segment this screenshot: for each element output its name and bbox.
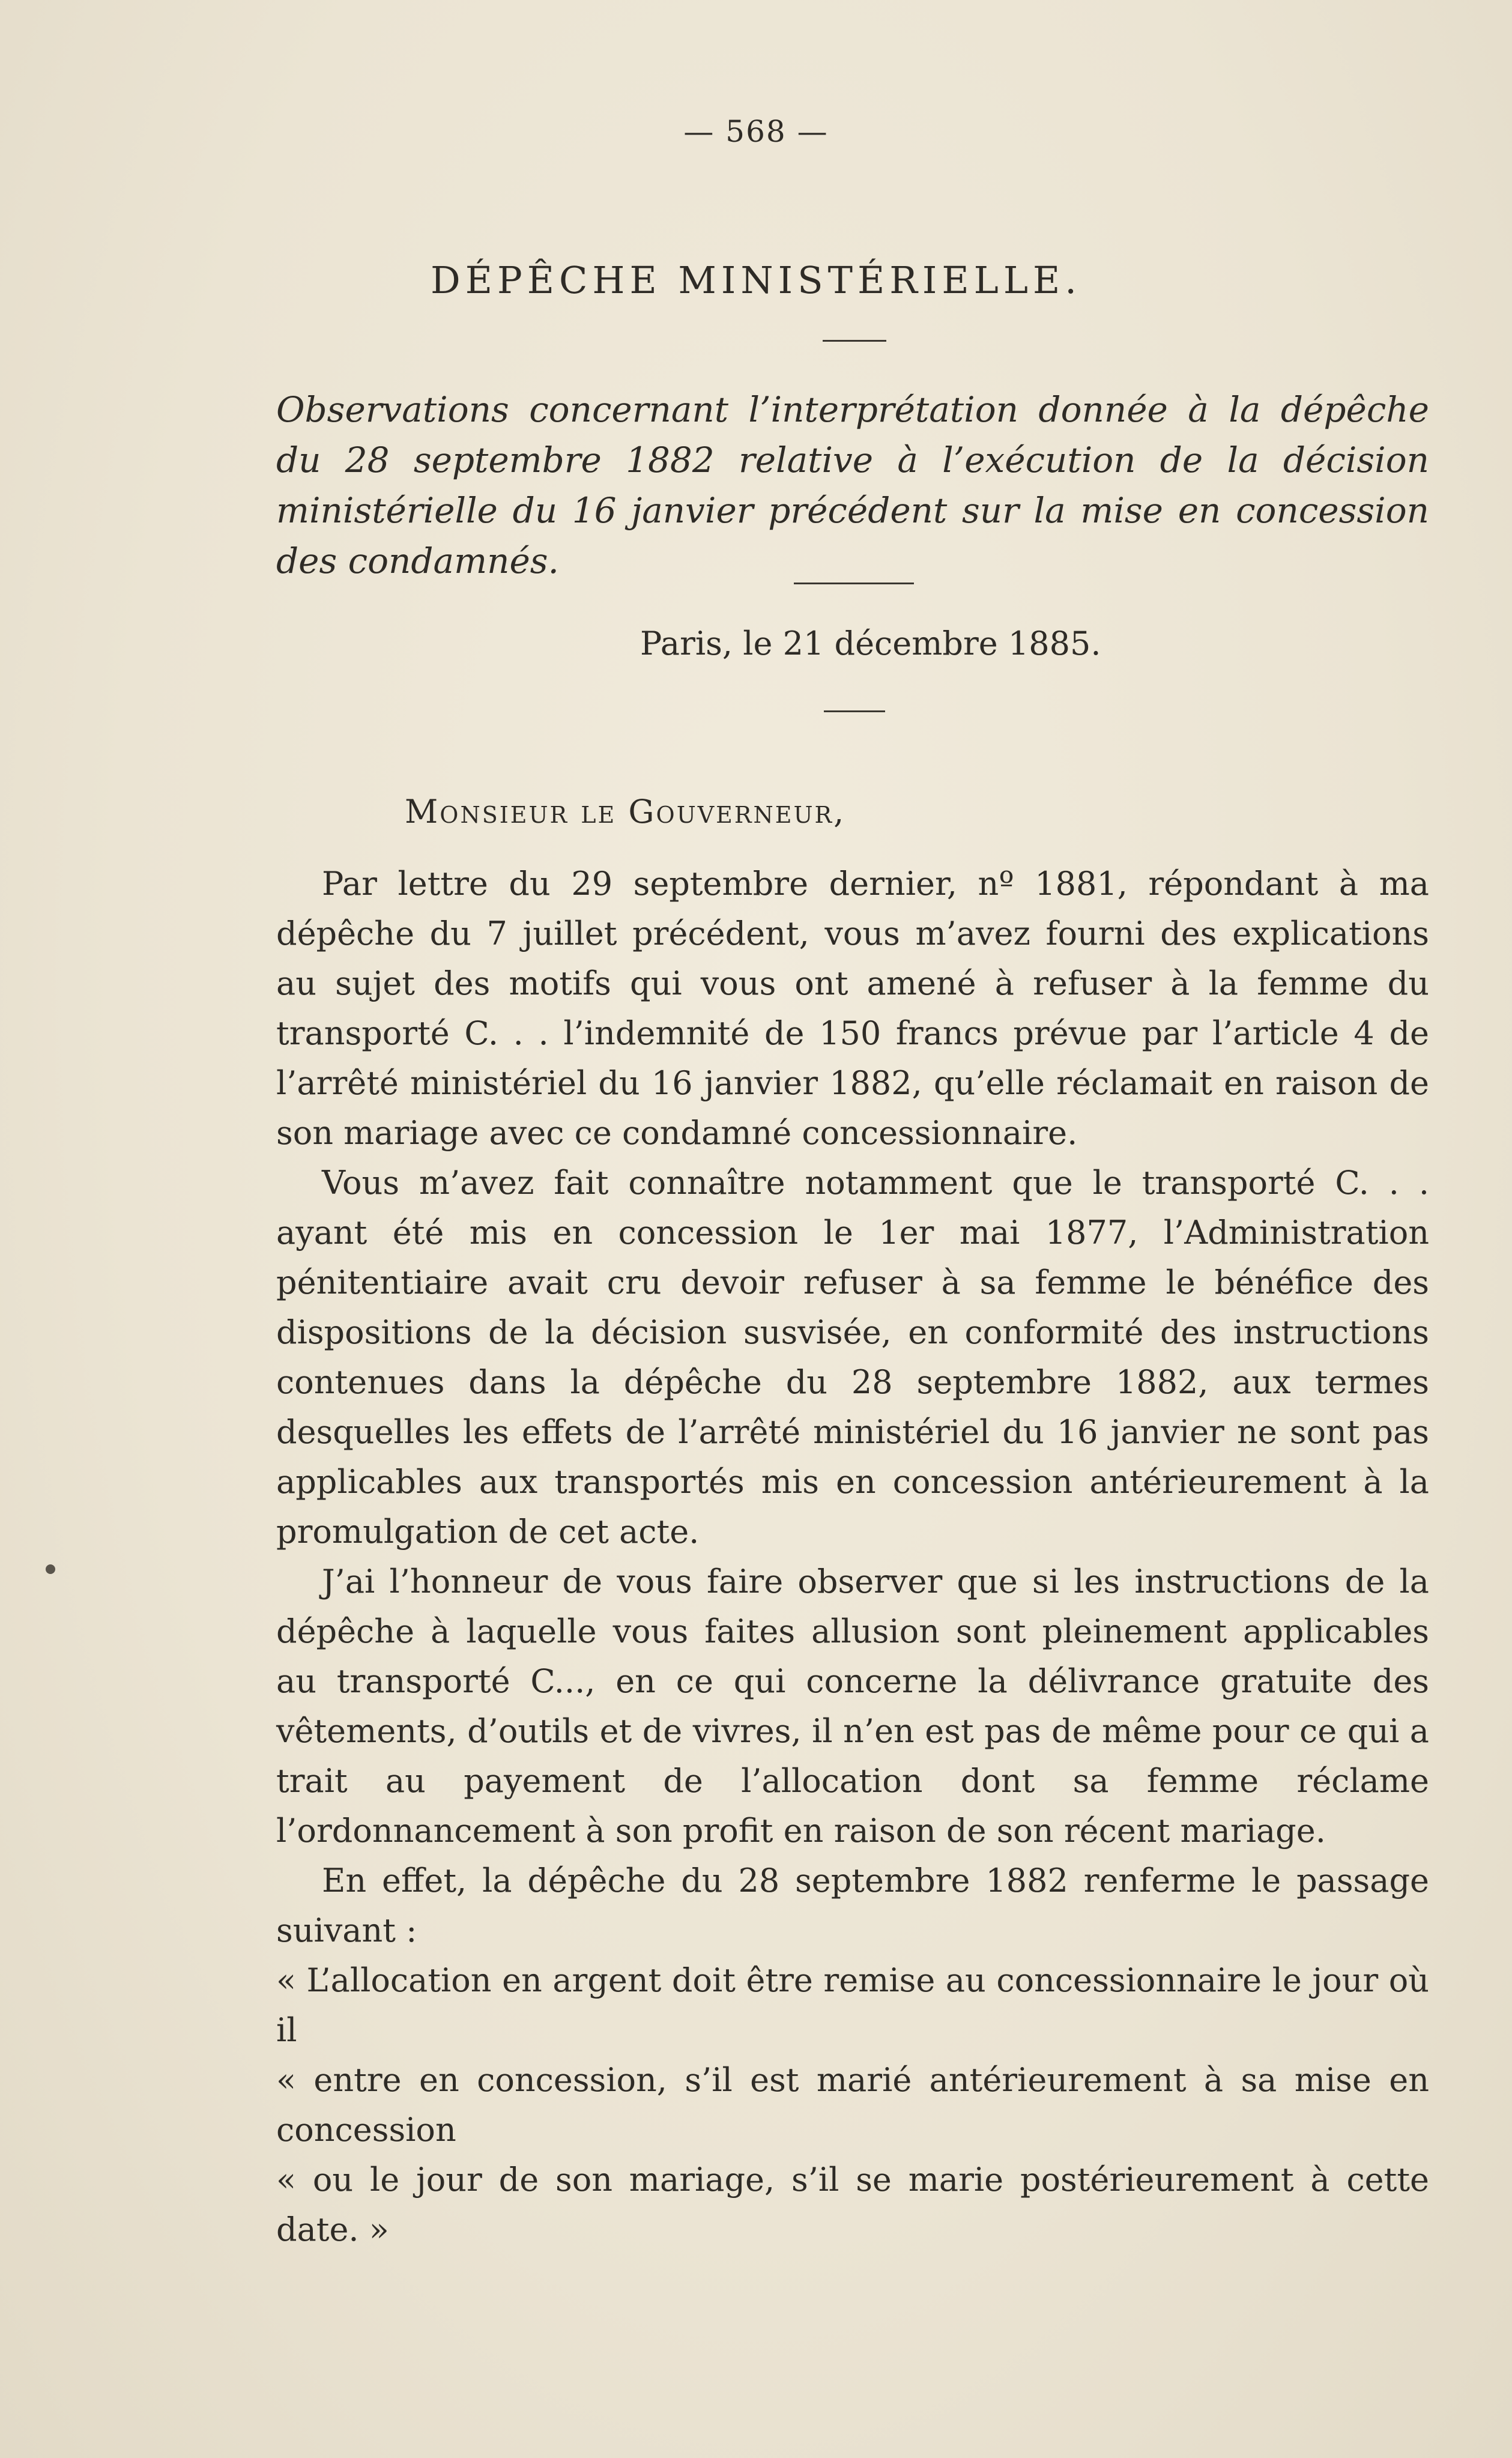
document-subtitle: Observations concernant l’interprétation donnée à la dépêche du 28 septembre 1882 relative à l’exécution de la décision ministérielle du 16 janvier précédent sur la mise en concession des condamnés. [276, 389, 1429, 581]
quote-line: « entre en concession, s’il est marié antérieurement à sa mise en concession [276, 2061, 1429, 2149]
salutation: Monsieur le Gouverneur, [405, 793, 846, 831]
heading-rule [823, 340, 886, 342]
quote-line: « ou le jour de son mariage, s’il se marie postérieurement à cette date. » [276, 2161, 1429, 2248]
paragraph: J’ai l’honneur de vous faire observer que si les instructions de la dépêche à laquelle vous faites allusion sont pleinement applicables au transporté C..., en ce qui concerne la délivrance gratuite des vêtements, d’outils et de vivres, il n’en est pas de même pour ce qui a trait au payement de l’allocation dont sa femme réclame l’ordonnancement à son profit en raison de son récent mariage. [276, 1563, 1429, 1850]
letter-body [276, 859, 1429, 2254]
paragraph: Vous m’avez fait connaître notamment que le transporté C. . . ayant été mis en concession le 1er mai 1877, l’Administration pénitentiaire avait cru devoir refuser à sa femme le bénéfice des dispositions de la décision susvisée, en conformité des instructions contenues dans la dépêche du 28 septembre 1882, aux termes desquelles les effets de l’arrêté ministériel du 16 janvier ne sont pas applicables aux transportés mis en concession antérieurement à la promulgation de cet acte. [276, 1164, 1429, 1551]
paragraph: Par lettre du 29 septembre dernier, nº 1881, répondant à ma dépêche du 7 juillet précédent, vous m’avez fourni des explications au sujet des motifs qui vous ont amené à refuser à la femme du transporté C. . . l’indemnité de 150 francs prévue par l’article 4 de l’arrêté ministériel du 16 janvier 1882, qu’elle réclamait en raison de son mariage avec ce condamné concessionnaire. [276, 865, 1429, 1152]
page-number: — 568 — [683, 114, 829, 149]
paragraph: En effet, la dépêche du 28 septembre 1882 renferme le passage suivant : [276, 1862, 1429, 1949]
document-heading: DÉPÊCHE MINISTÉRIELLE. [431, 258, 1081, 302]
dateline-rule [824, 710, 885, 712]
ink-speck [46, 1564, 55, 1574]
subtitle-rule [794, 583, 914, 584]
dateline: Paris, le 21 décembre 1885. [640, 625, 1101, 662]
quote-line: « L’allocation en argent doit être remise au concessionnaire le jour où il [276, 1961, 1429, 2049]
